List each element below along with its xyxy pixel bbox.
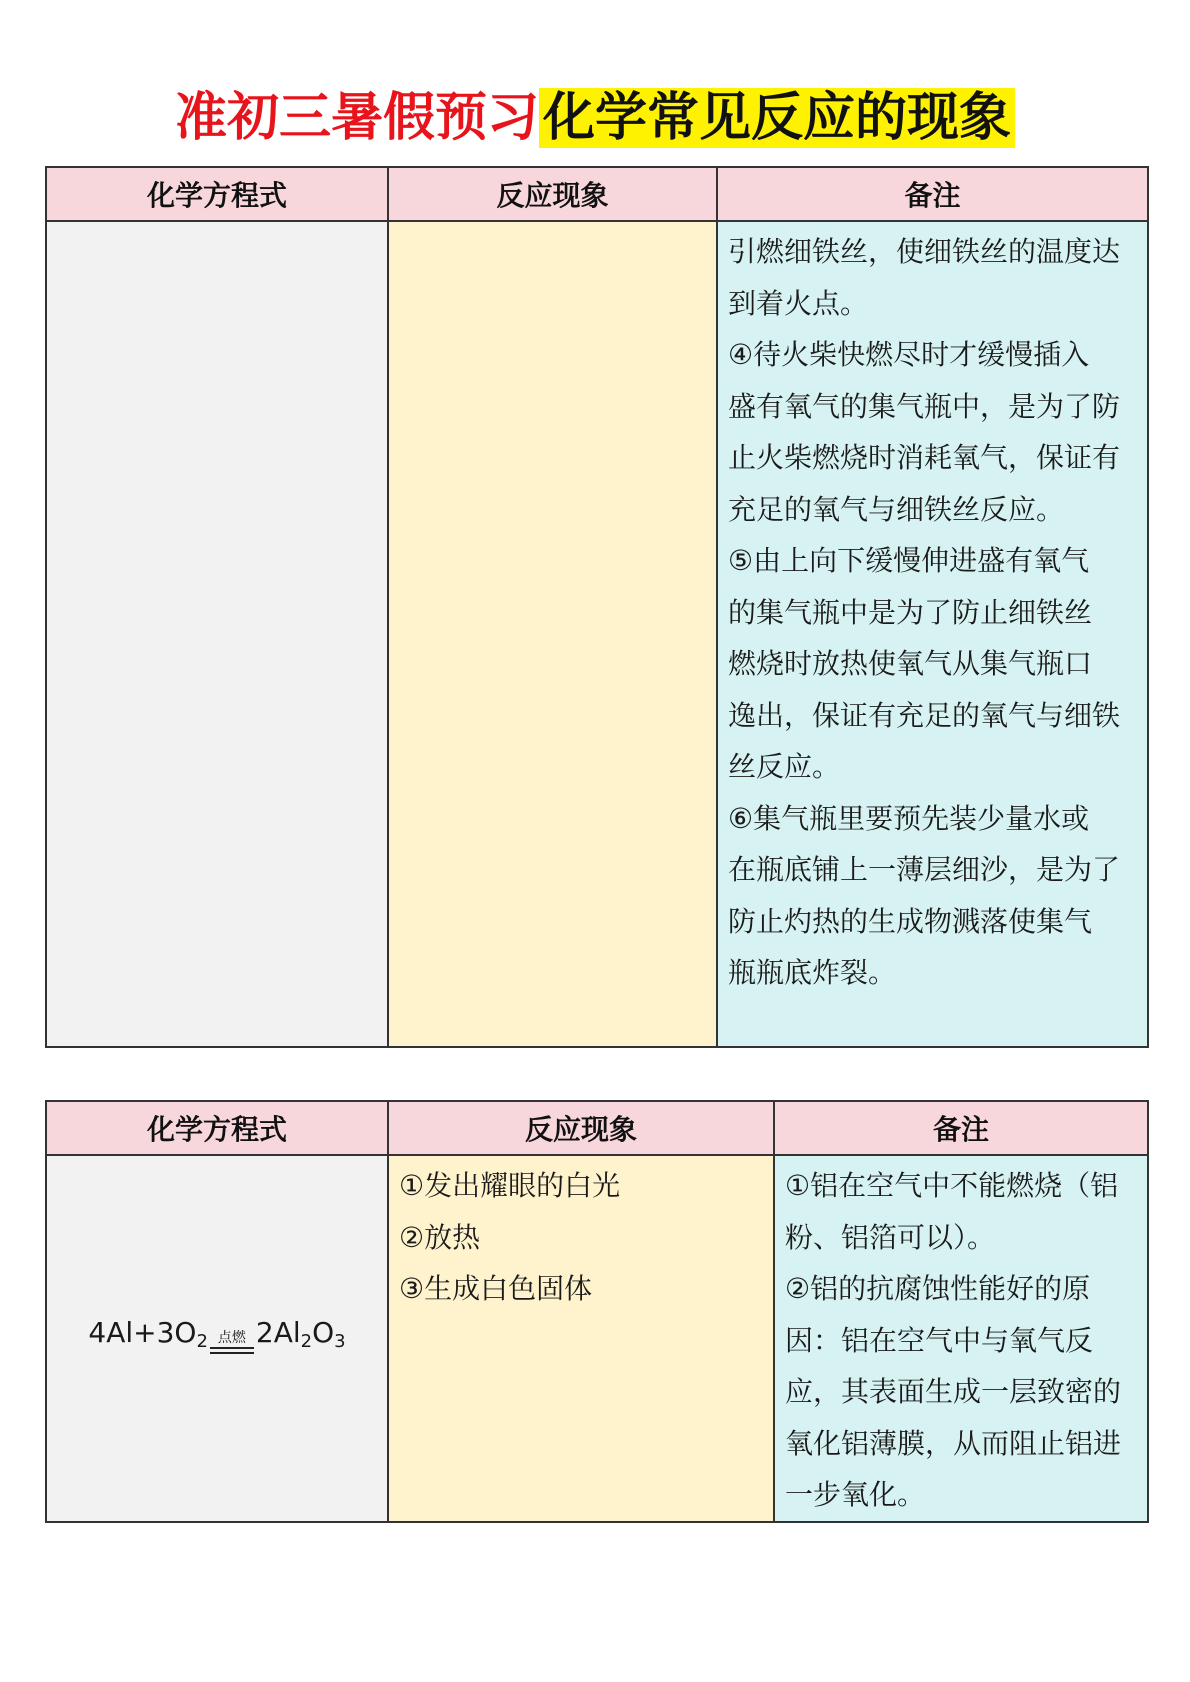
reaction-table-2 xyxy=(45,1100,1149,1523)
notes-line: ②铝的抗腐蚀性能好的原 xyxy=(785,1272,1091,1305)
title-part-highlight: 化学常见反应的现象 xyxy=(539,88,1015,148)
notes-line: 在瓶底铺上一薄层细沙，是为了 xyxy=(728,853,1121,886)
notes-line: ④待火柴快燃尽时才缓慢插入 xyxy=(728,338,1090,371)
reaction-condition xyxy=(208,1330,256,1360)
notes-line: 瓶瓶底炸裂。 xyxy=(728,956,897,989)
eq-subscript: 2 xyxy=(196,1331,208,1353)
notes-line: 氧化铝薄膜，从而阻止铝进 xyxy=(785,1426,1122,1460)
header-equation: 化学方程式 xyxy=(46,1101,388,1155)
header-notes: 备注 xyxy=(774,1101,1148,1155)
eq-product: 2Al xyxy=(255,1316,301,1350)
notes-line: 逸出，保证有充足的氧气与细铁 xyxy=(728,698,1121,732)
notes-line: 防止灼热的生成物溅落使集气 xyxy=(728,904,1093,938)
notes-line: 丝反应。 xyxy=(728,750,841,783)
equals-bar xyxy=(210,1347,254,1354)
phenomenon-item: ①发出耀眼的白光 xyxy=(399,1169,621,1202)
eq-product-o: O xyxy=(312,1316,335,1350)
page-title xyxy=(0,70,1190,166)
notes-line: ①铝在空气中不能燃烧（铝 xyxy=(785,1169,1119,1202)
notes-cell xyxy=(717,221,1148,1047)
notes-line: 的集气瓶中是为了防止细铁丝 xyxy=(728,595,1093,629)
phenomenon-item: ②放热 xyxy=(399,1220,481,1254)
notes-line: 止火柴燃烧时消耗氧气，保证有 xyxy=(728,441,1121,474)
equation-cell xyxy=(46,1155,388,1522)
notes-text xyxy=(775,1156,1147,1521)
phenomenon-item: ③生成白色固体 xyxy=(399,1272,593,1305)
eq-subscript: 3 xyxy=(334,1331,346,1353)
notes-line: 引燃细铁丝，使细铁丝的温度达 xyxy=(728,235,1121,268)
notes-line: ⑥集气瓶里要预先装少量水或 xyxy=(728,801,1090,835)
header-phenomenon: 反应现象 xyxy=(388,1101,774,1155)
eq-reactant-b: 3O xyxy=(156,1316,197,1350)
notes-line: 充足的氧气与细铁丝反应。 xyxy=(728,492,1065,526)
equation-cell xyxy=(46,221,388,1047)
condition-label: 点燃 xyxy=(217,1330,246,1347)
phenomenon-cell xyxy=(388,1155,774,1522)
eq-plus: + xyxy=(133,1316,157,1350)
notes-line: 粉、铝箔可以）。 xyxy=(785,1220,996,1254)
notes-line: 一步氧化。 xyxy=(785,1478,926,1511)
header-phenomenon: 反应现象 xyxy=(388,167,717,221)
title-part-red: 准初三暑假预习 xyxy=(174,88,539,148)
notes-text xyxy=(718,222,1147,999)
notes-line: 到着火点。 xyxy=(728,286,869,320)
notes-line: 燃烧时放热使氧气从集气瓶口 xyxy=(728,647,1093,680)
phenomenon-list xyxy=(389,1156,773,1315)
notes-line: ⑤由上向下缓慢伸进盛有氧气 xyxy=(728,544,1090,577)
phenomenon-cell xyxy=(388,221,717,1047)
header-notes: 备注 xyxy=(717,167,1148,221)
chemical-equation xyxy=(88,1316,345,1360)
reaction-table-1 xyxy=(45,166,1149,1048)
notes-cell xyxy=(774,1155,1148,1522)
header-equation: 化学方程式 xyxy=(46,167,388,221)
notes-line: 盛有氧气的集气瓶中，是为了防 xyxy=(728,389,1121,423)
notes-line: 应，其表面生成一层致密的 xyxy=(785,1375,1122,1408)
eq-subscript: 2 xyxy=(300,1331,313,1353)
eq-reactant-a: 4Al xyxy=(88,1316,134,1350)
notes-line: 因：铝在空气中与氧气反 xyxy=(785,1323,1094,1357)
